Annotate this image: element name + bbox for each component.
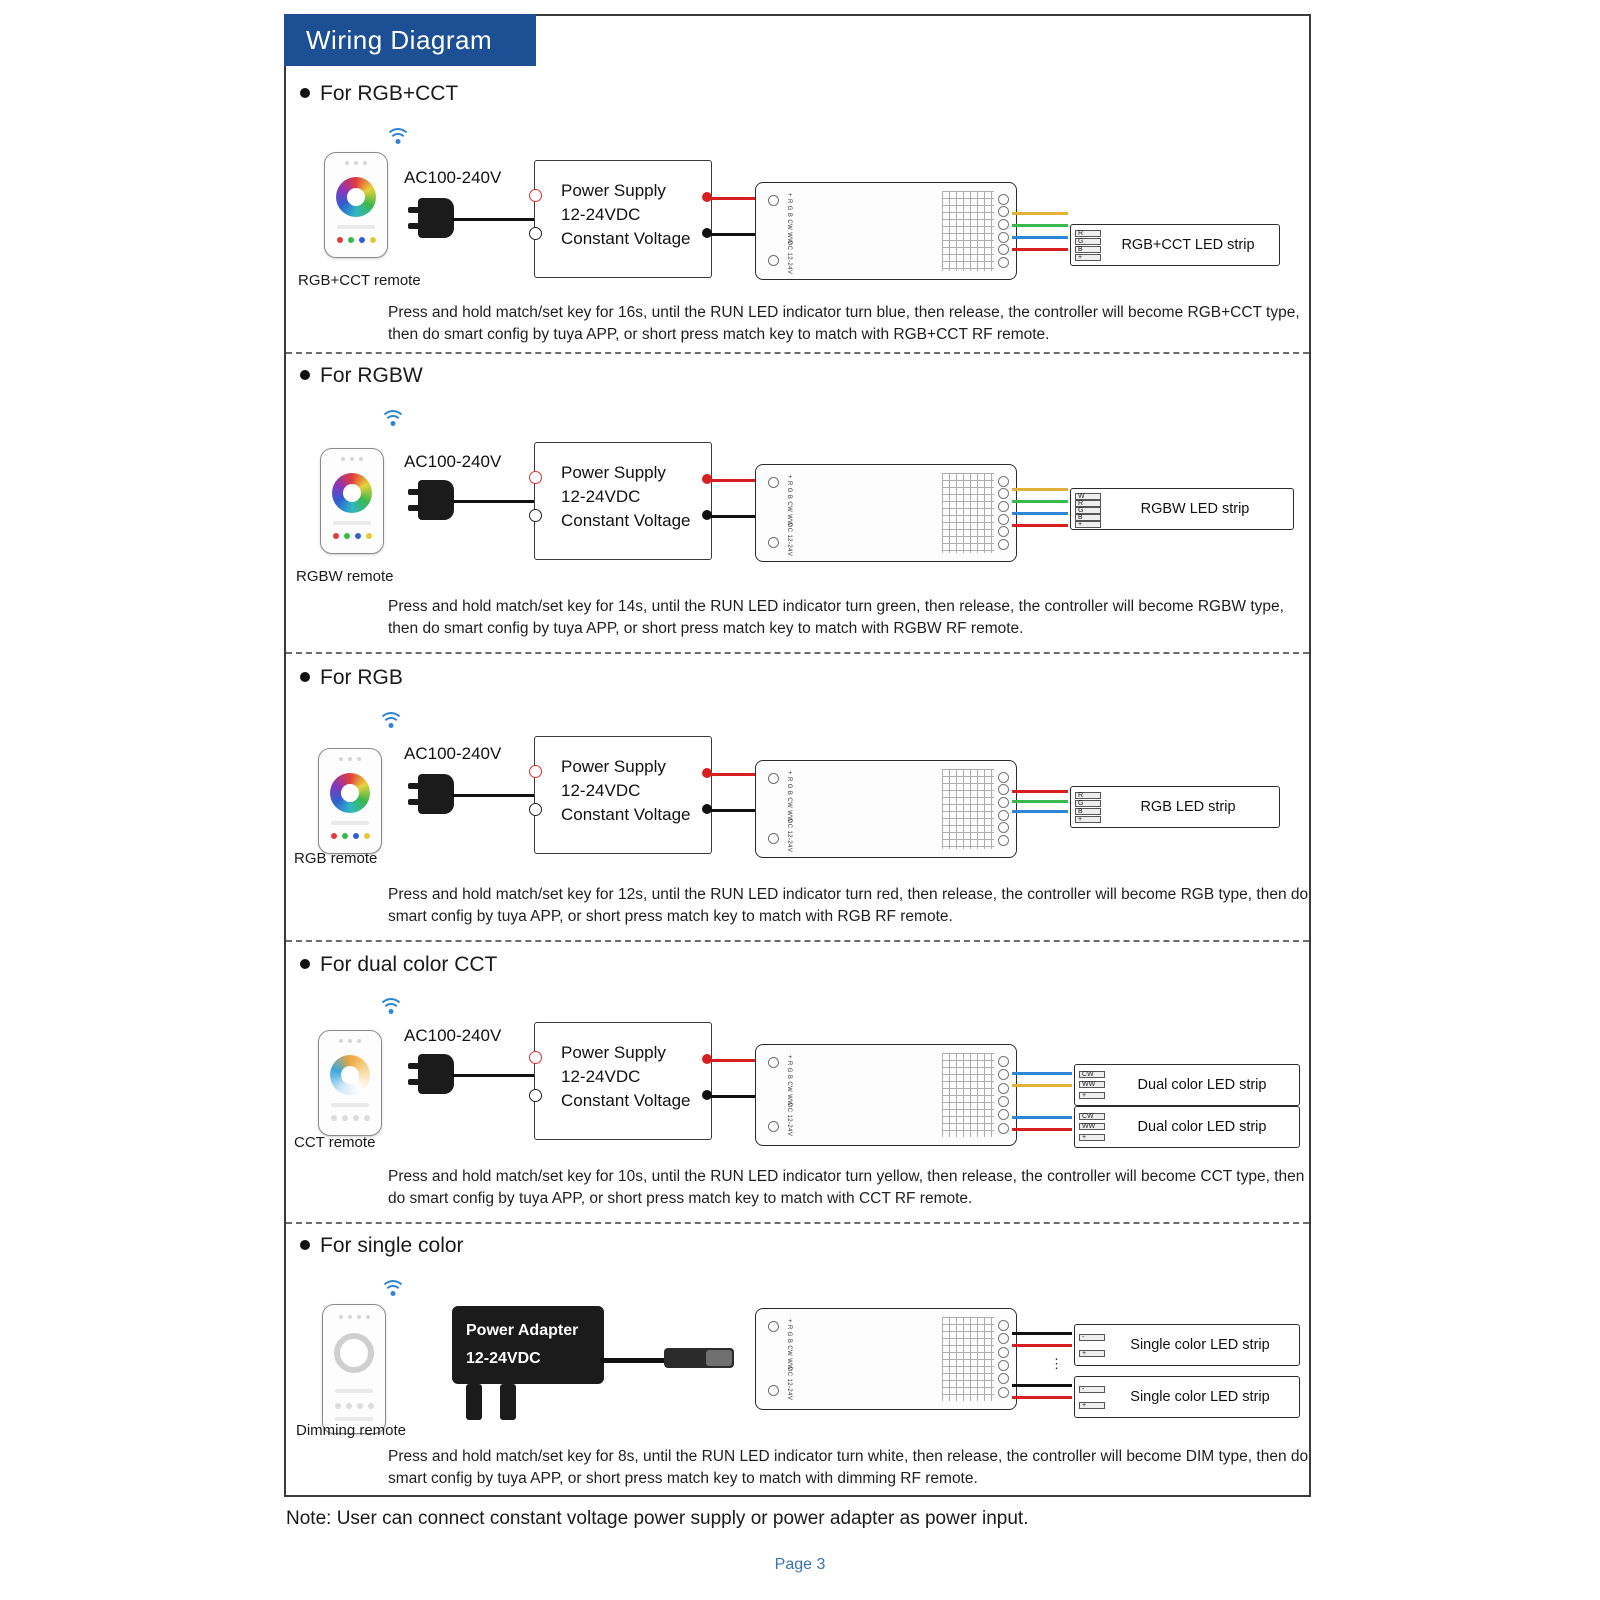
- section-separator-2: [286, 652, 1309, 654]
- ac-label-rgbw: AC100-240V: [404, 452, 502, 471]
- match-key-button[interactable]: [768, 1057, 779, 1068]
- led-strip-label: RGB+CCT LED strip: [1121, 237, 1255, 253]
- wire-single-1: [1012, 1332, 1072, 1335]
- ac-plug-icon: [408, 1054, 454, 1094]
- psu-line-3: Constant Voltage: [561, 510, 691, 530]
- cct-remote: [318, 1030, 382, 1136]
- psu-line-1: Power Supply: [561, 1043, 666, 1062]
- bullet-icon: [300, 672, 310, 682]
- wire-strip-a2: [1012, 1084, 1072, 1087]
- psu-terminal-negative: [529, 803, 542, 816]
- section-note-cct: Press and hold match/set key for 10s, until the RUN LED indicator turn yellow, then release, the controller will become CCT type, then do smart config by tuya APP, or short press match key to match with CCT RF remote.: [388, 1168, 1305, 1208]
- ellipsis-marker: ⋮: [1050, 1356, 1064, 1371]
- psu-line-1: Power Supply: [561, 757, 666, 776]
- page-title: Wiring Diagram: [284, 14, 536, 66]
- bullet-icon: [300, 88, 310, 98]
- match-key-button[interactable]: [768, 477, 779, 488]
- ac-plug-icon: [408, 774, 454, 814]
- wire-dc-positive: [707, 479, 755, 482]
- wire-single-2: [1012, 1344, 1072, 1347]
- controller-rgbw: + R G B CW WW DC 12-24V: [755, 464, 1017, 562]
- wire-strip-b2: [1012, 1128, 1072, 1131]
- ac-label-rgb: AC100-240V: [404, 744, 502, 763]
- page-number: Page 3: [774, 1556, 826, 1573]
- wire-strip-3: [1012, 512, 1068, 515]
- run-led-indicator: [768, 833, 779, 844]
- psu-terminal-positive: [529, 471, 542, 484]
- power-supply-box-rgbw: [534, 442, 712, 560]
- psu-line-1: Power Supply: [561, 181, 666, 200]
- wire-dc-negative: [707, 809, 755, 812]
- section-separator-4: [286, 1222, 1309, 1224]
- ac-label-cct: AC100-240V: [404, 1026, 502, 1045]
- wire-ac: [452, 1074, 534, 1077]
- section-heading-rgbw: For RGBW: [300, 364, 423, 388]
- led-strip-single-2: - + Single color LED strip: [1074, 1376, 1300, 1418]
- power-adapter: [452, 1306, 604, 1384]
- wifi-icon: [378, 708, 404, 730]
- led-strip-label: Single color LED strip: [1130, 1389, 1270, 1405]
- ac-plug-icon: [408, 198, 454, 238]
- psu-line-2: 12-24VDC: [561, 1066, 641, 1086]
- psu-line-3: Constant Voltage: [561, 1090, 691, 1110]
- adapter-pin-right: [500, 1384, 516, 1420]
- rgb-remote: [318, 748, 382, 854]
- remote-caption-rgbcct: RGB+CCT remote: [298, 272, 421, 289]
- wire-dc-positive: [707, 773, 755, 776]
- section-separator-3: [286, 940, 1309, 942]
- adapter-line-2: 12-24VDC: [466, 1350, 541, 1367]
- led-strip-label: Dual color LED strip: [1137, 1119, 1267, 1135]
- adapter-cable: [600, 1358, 668, 1363]
- section-note-single: Press and hold match/set key for 8s, until the RUN LED indicator turn white, then release, the controller will become DIM type, then do smart config by tuya APP, or short press match key to match with dimming RF remote.: [388, 1448, 1309, 1488]
- wire-strip-2: [1012, 224, 1068, 227]
- section-note-rgbw: Press and hold match/set key for 14s, until the RUN LED indicator turn green, then release, the controller will become RGBW type, then do smart config by tuya APP, or short press match key to match with RGBW RF remote.: [388, 598, 1284, 638]
- bullet-icon: [300, 959, 310, 969]
- wire-dc-positive: [707, 1059, 755, 1062]
- power-supply-box-rgbcct: [534, 160, 712, 278]
- wire-strip-b1: [1012, 1116, 1072, 1119]
- match-key-button[interactable]: [768, 773, 779, 784]
- wire-strip-a1: [1012, 1072, 1072, 1075]
- led-strip-rgbw: W R G B + RGBW LED strip: [1070, 488, 1294, 530]
- led-strip-label: RGB LED strip: [1140, 799, 1236, 815]
- wifi-icon: [378, 994, 404, 1016]
- wire-strip-4: [1012, 524, 1068, 527]
- psu-terminal-negative: [529, 1089, 542, 1102]
- wire-strip-1: [1012, 488, 1068, 491]
- controller-cct: + R G B CW WW DC 12-24V: [755, 1044, 1017, 1146]
- controller-single: + R G B CW WW DC 12-24V: [755, 1308, 1017, 1410]
- led-strip-dual-1: CW WW + Dual color LED strip: [1074, 1064, 1300, 1106]
- psu-line-2: 12-24VDC: [561, 486, 641, 506]
- section-heading-rgbcct: For RGB+CCT: [300, 82, 458, 106]
- wifi-icon: [380, 406, 406, 428]
- bullet-icon: [300, 1240, 310, 1250]
- psu-terminal-positive: [529, 1051, 542, 1064]
- psu-terminal-negative: [529, 227, 542, 240]
- led-strip-label: RGBW LED strip: [1140, 501, 1250, 517]
- wire-strip-2: [1012, 800, 1068, 803]
- wire-ac: [452, 794, 534, 797]
- section-heading-rgb: For RGB: [300, 666, 403, 690]
- match-key-button[interactable]: [768, 1321, 779, 1332]
- run-led-indicator: [768, 1385, 779, 1396]
- wire-ac: [452, 218, 534, 221]
- dc-barrel-plug: [706, 1350, 732, 1366]
- bottom-note: Note: User can connect constant voltage power supply or power adapter as power input.: [286, 1508, 1029, 1529]
- remote-caption-rgbw: RGBW remote: [296, 568, 394, 585]
- bullet-icon: [300, 370, 310, 380]
- section-note-rgbcct: Press and hold match/set key for 16s, until the RUN LED indicator turn blue, then release, the controller will become RGB+CCT type, then do smart config by tuya APP, or short press match key to match with RGB+CCT RF remote.: [388, 304, 1300, 344]
- wifi-icon: [385, 124, 411, 146]
- dimming-remote: [322, 1304, 386, 1434]
- psu-terminal-negative: [529, 509, 542, 522]
- ac-plug-icon: [408, 480, 454, 520]
- psu-line-2: 12-24VDC: [561, 780, 641, 800]
- remote-caption-dimming: Dimming remote: [296, 1422, 407, 1439]
- psu-line-1: Power Supply: [561, 463, 666, 482]
- psu-terminal-positive: [529, 765, 542, 778]
- controller-rgb: + R G B CW WW DC 12-24V: [755, 760, 1017, 858]
- wire-strip-1: [1012, 790, 1068, 793]
- wire-dc-positive: [707, 197, 755, 200]
- adapter-pin-left: [466, 1384, 482, 1420]
- power-supply-box-rgb: [534, 736, 712, 854]
- run-led-indicator: [768, 1121, 779, 1132]
- wire-strip-3: [1012, 810, 1068, 813]
- psu-line-3: Constant Voltage: [561, 804, 691, 824]
- section-note-rgb: Press and hold match/set key for 12s, until the RUN LED indicator turn red, then release, the controller will become RGB type, then do smart config by tuya APP, or short press match key to match with RGB RF remote.: [388, 886, 1309, 926]
- wire-dc-negative: [707, 1095, 755, 1098]
- rgbcct-remote: [324, 152, 388, 258]
- wifi-icon: [380, 1276, 406, 1298]
- wire-dc-negative: [707, 515, 755, 518]
- wire-strip-4: [1012, 248, 1068, 251]
- psu-line-2: 12-24VDC: [561, 204, 641, 224]
- led-strip-label: Dual color LED strip: [1137, 1077, 1267, 1093]
- run-led-indicator: [768, 255, 779, 266]
- wire-single-4: [1012, 1396, 1072, 1399]
- wire-single-3: [1012, 1384, 1072, 1387]
- wire-strip-2: [1012, 500, 1068, 503]
- wire-strip-1: [1012, 212, 1068, 215]
- ac-label-rgbcct: AC100-240V: [404, 168, 502, 187]
- remote-caption-rgb: RGB remote: [294, 850, 378, 867]
- match-key-button[interactable]: [768, 195, 779, 206]
- led-strip-rgb: R G B + RGB LED strip: [1070, 786, 1280, 828]
- power-supply-box-cct: [534, 1022, 712, 1140]
- remote-caption-cct: CCT remote: [294, 1134, 376, 1151]
- led-strip-rgbcct: R G B + RGB+CCT LED strip: [1070, 224, 1280, 266]
- section-heading-single: For single color: [300, 1234, 464, 1258]
- run-led-indicator: [768, 537, 779, 548]
- rgbw-remote: [320, 448, 384, 554]
- section-heading-cct: For dual color CCT: [300, 953, 497, 977]
- wire-dc-negative: [707, 233, 755, 236]
- led-strip-label: Single color LED strip: [1130, 1337, 1270, 1353]
- controller-rgbcct: + R G B CW WW DC 12-24V: [755, 182, 1017, 280]
- section-separator-1: [286, 352, 1309, 354]
- wire-strip-3: [1012, 236, 1068, 239]
- wire-ac: [452, 500, 534, 503]
- psu-line-3: Constant Voltage: [561, 228, 691, 248]
- led-strip-dual-2: CW WW + Dual color LED strip: [1074, 1106, 1300, 1148]
- led-strip-single-1: - + Single color LED strip: [1074, 1324, 1300, 1366]
- adapter-line-1: Power Adapter: [466, 1322, 579, 1339]
- psu-terminal-positive: [529, 189, 542, 202]
